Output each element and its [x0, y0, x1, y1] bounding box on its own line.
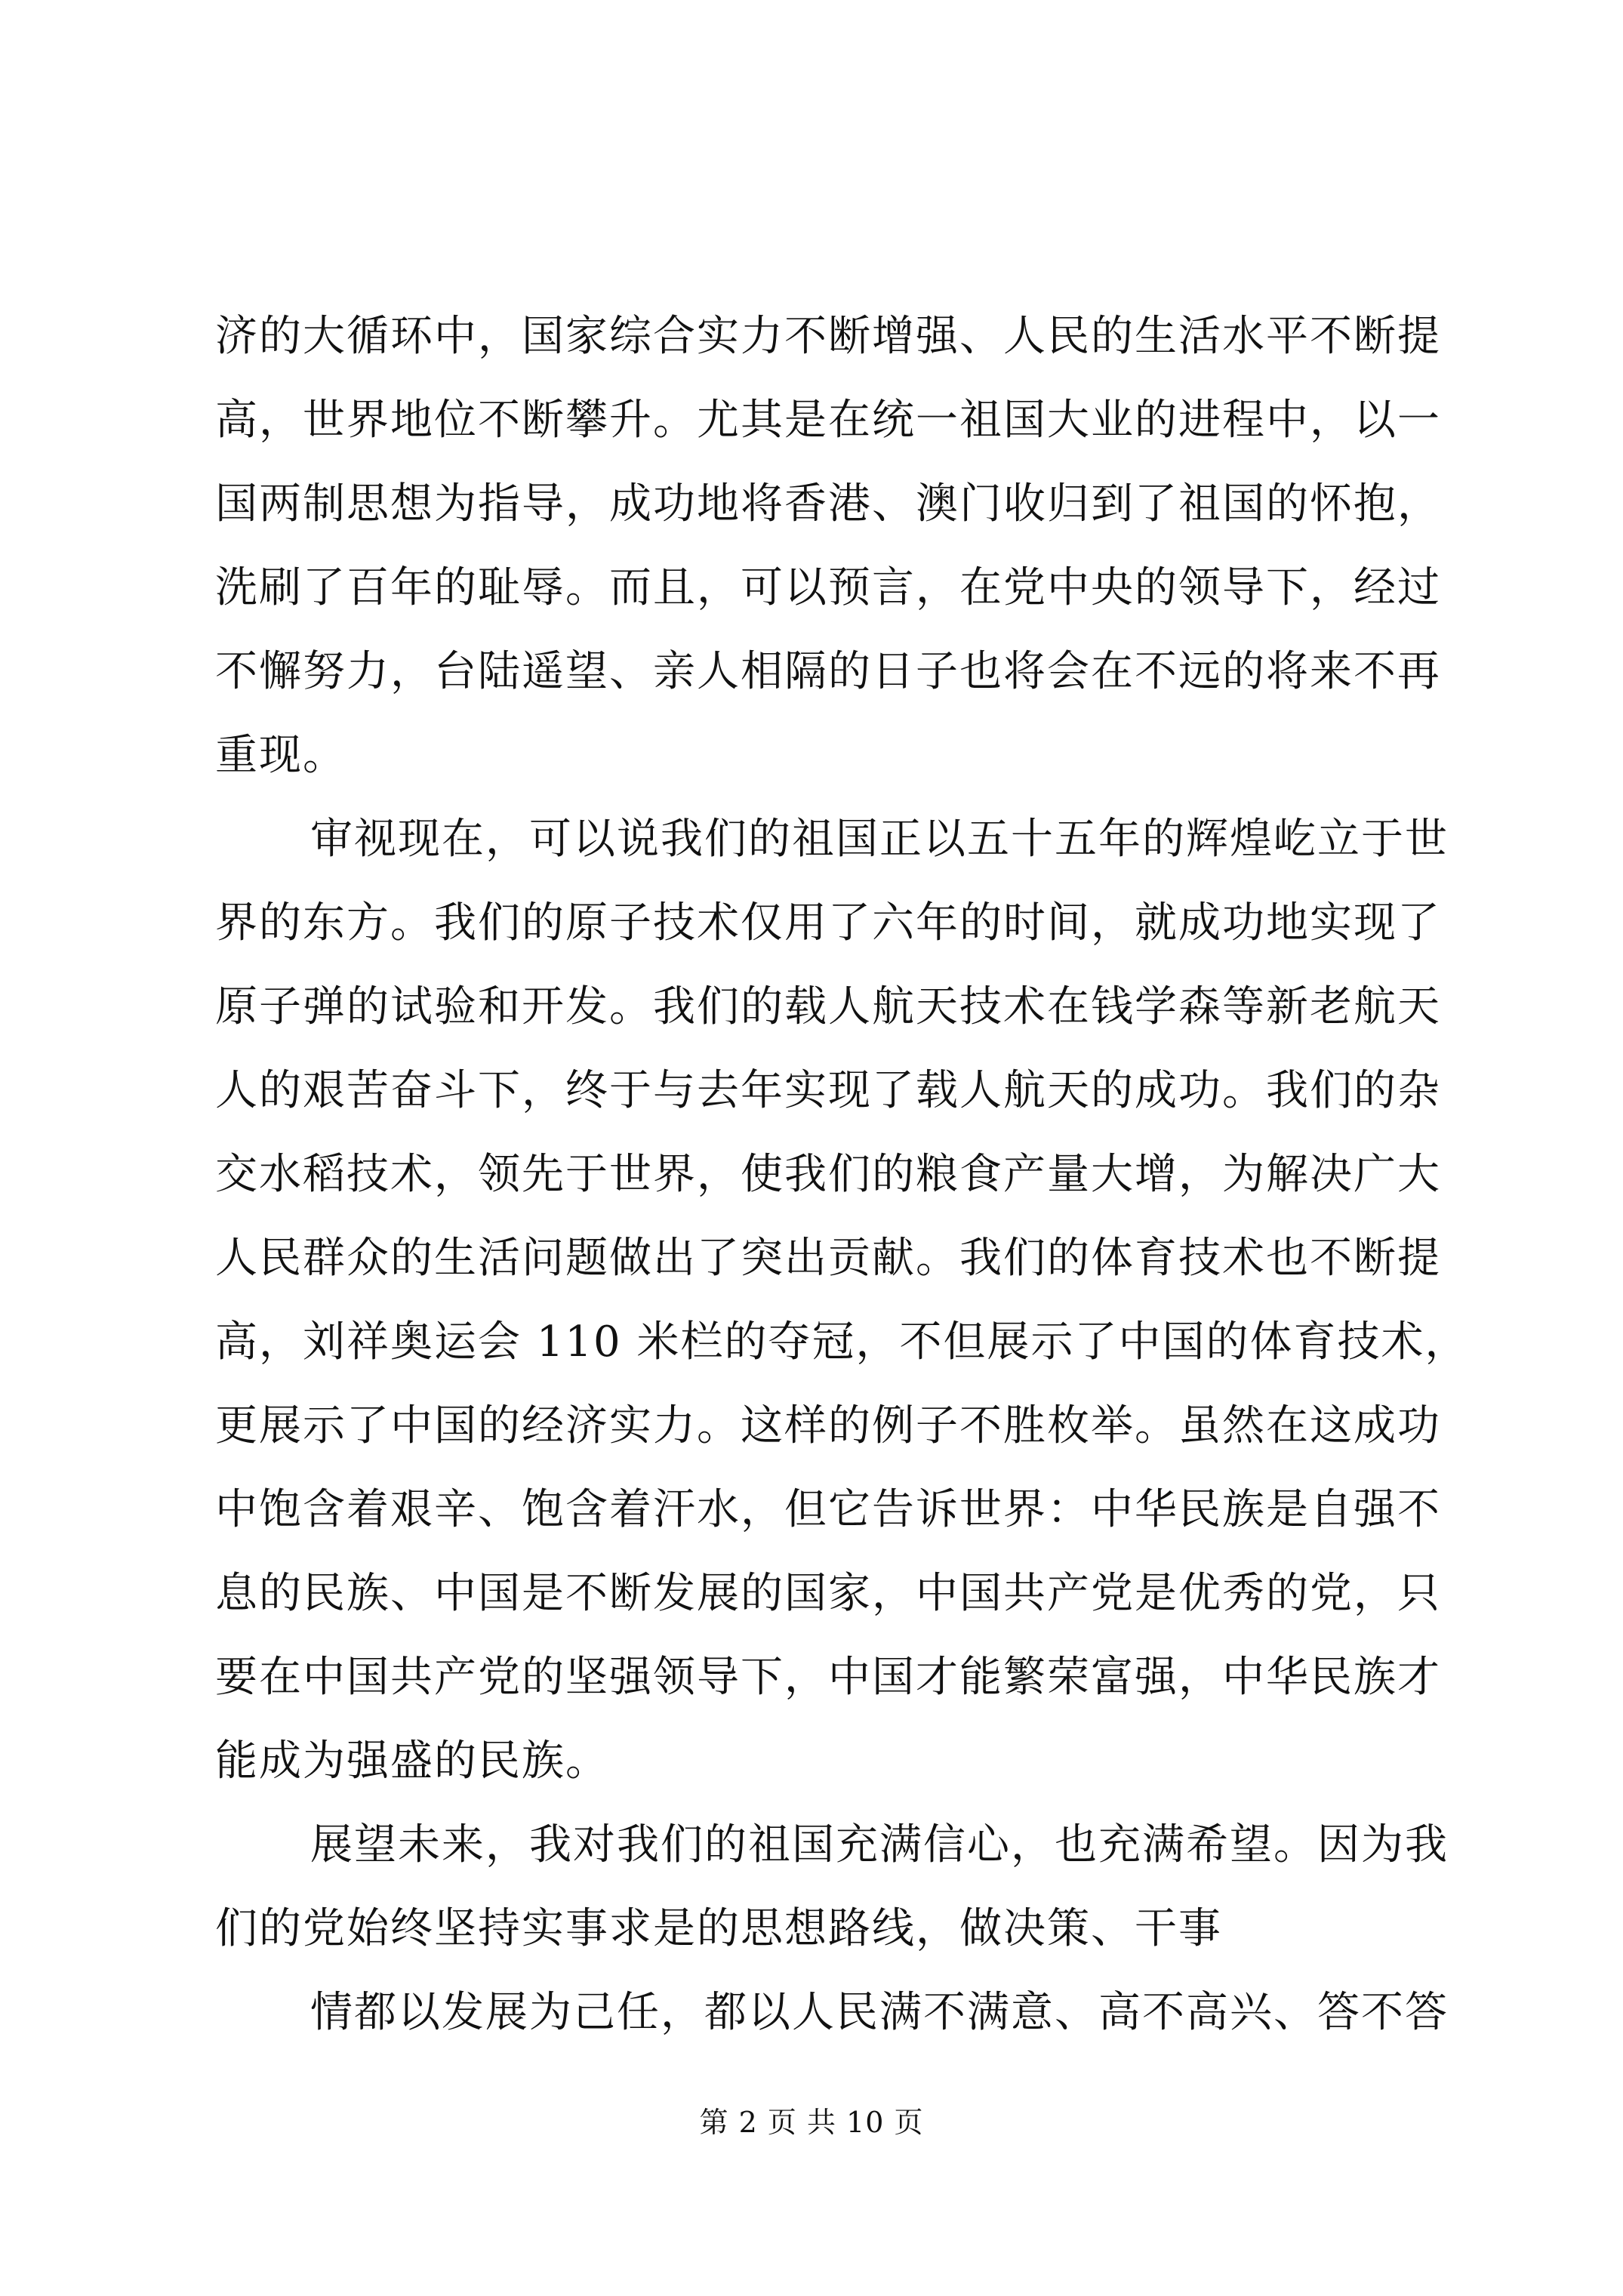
text-line: 交水稻技术，领先于世界，使我们的粮食产量大增，为解决广大 — [215, 1150, 1441, 1199]
text-line: 不懈努力，台陆遥望、亲人相隔的日子也将会在不远的将来不再 — [215, 647, 1441, 696]
text-line: 能成为强盛的民族。 — [215, 1737, 609, 1786]
text-line: 更展示了中国的经济实力。这样的例子不胜枚举。虽然在这成功 — [215, 1401, 1441, 1450]
text-line: 洗刷了百年的耻辱。而且，可以预言，在党中央的领导下，经过 — [215, 563, 1441, 612]
text-line: 高，刘祥奥运会 110 米栏的夺冠，不但展示了中国的体育技术， — [215, 1318, 1469, 1367]
text-line: 人民群众的生活问题做出了突出贡献。我们的体育技术也不断提 — [215, 1234, 1441, 1283]
text-line: 重现。 — [215, 731, 346, 780]
text-line: 情都以发展为己任，都以人民满不满意、高不高兴、答不答 — [310, 1988, 1449, 2037]
text-line: 息的民族、中国是不断发展的国家，中国共产党是优秀的党，只 — [215, 1569, 1441, 1618]
text-line: 展望未来，我对我们的祖国充满信心，也充满希望。因为我 — [310, 1820, 1449, 1869]
text-line: 审视现在，可以说我们的祖国正以五十五年的辉煌屹立于世 — [310, 815, 1449, 864]
text-line: 人的艰苦奋斗下，终于与去年实现了载人航天的成功。我们的杂 — [215, 1066, 1441, 1115]
page-footer: 第 2 页 共 10 页 — [699, 2106, 924, 2139]
body-text — [215, 294, 1469, 2054]
text-line: 原子弹的试验和开发。我们的载人航天技术在钱学森等新老航天 — [215, 982, 1441, 1031]
text-line: 们的党始终坚持实事求是的思想路线，做决策、干事 — [215, 1904, 1222, 1953]
text-line: 中饱含着艰辛、饱含着汗水，但它告诉世界：中华民族是自强不 — [215, 1485, 1441, 1534]
text-line: 国两制思想为指导，成功地将香港、澳门收归到了祖国的怀抱， — [215, 479, 1441, 529]
text-line: 界的东方。我们的原子技术仅用了六年的时间，就成功地实现了 — [215, 898, 1441, 948]
text-line: 济的大循环中，国家综合实力不断增强、人民的生活水平不断提 — [215, 312, 1441, 361]
text-line: 要在中国共产党的坚强领导下，中国才能繁荣富强，中华民族才 — [215, 1653, 1441, 1702]
text-line: 高，世界地位不断攀升。尤其是在统一祖国大业的进程中，以一 — [215, 396, 1441, 445]
